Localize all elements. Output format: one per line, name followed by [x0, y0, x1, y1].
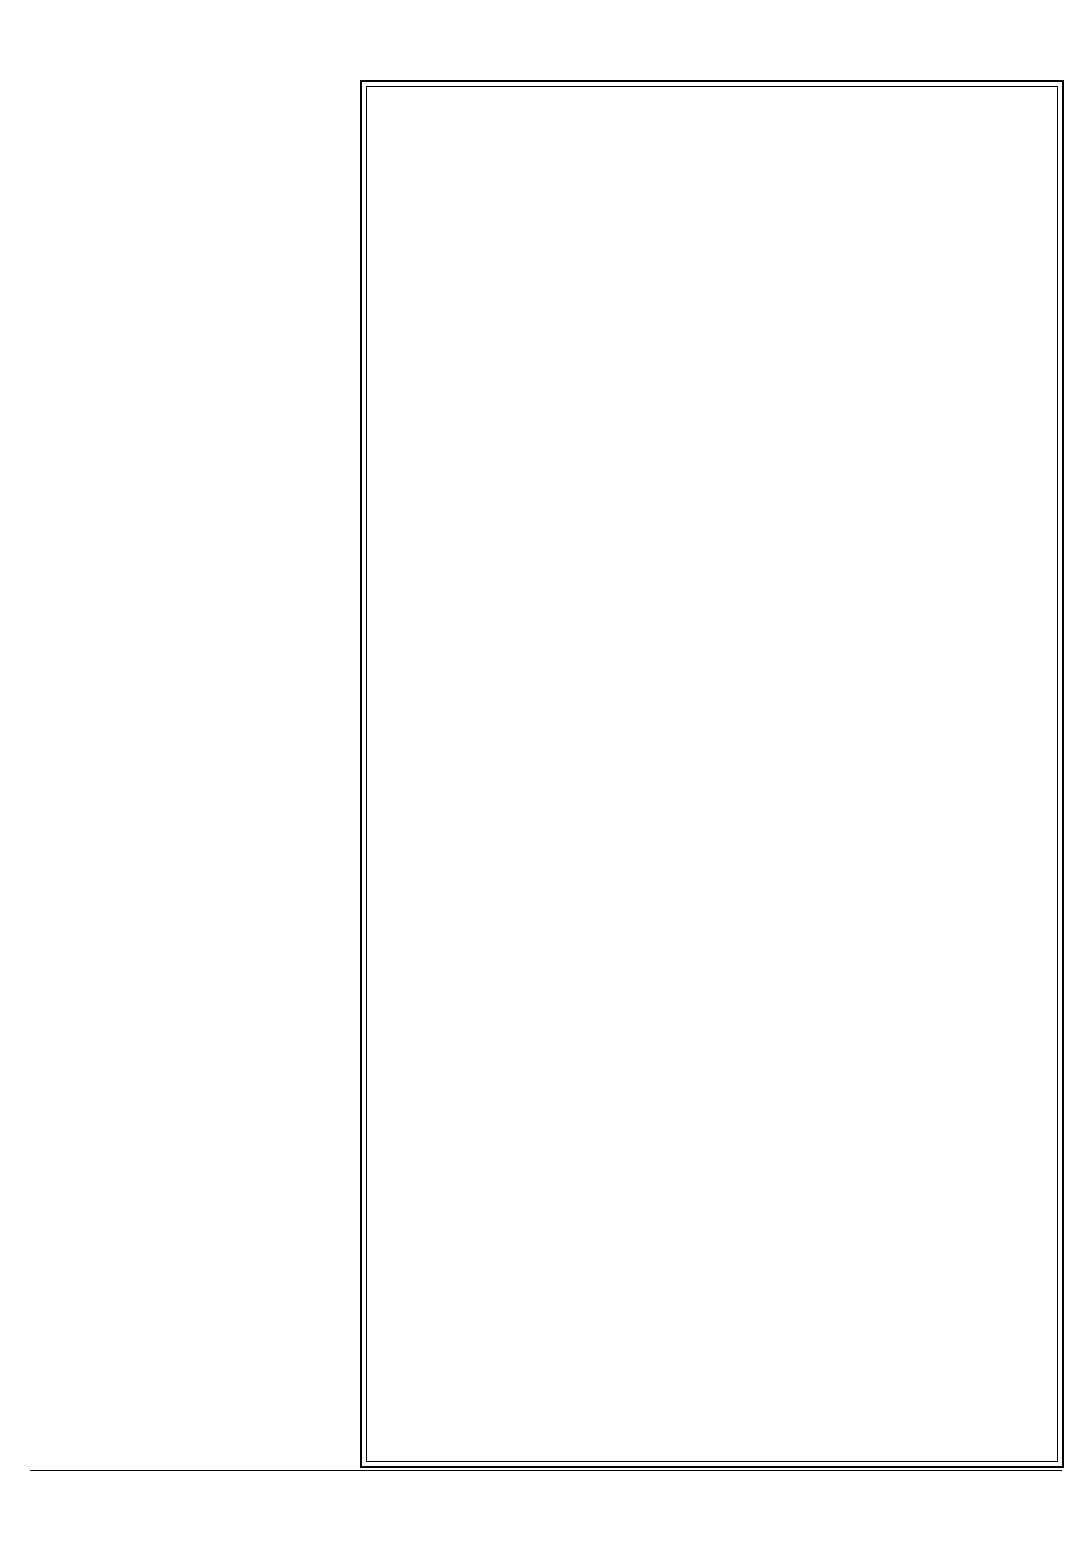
footer-chapter-title — [500, 1480, 902, 1520]
margin-column — [26, 72, 358, 1462]
footer-margin-note — [100, 1480, 440, 1520]
footer-rule — [30, 1470, 1062, 1471]
main-text-frame — [360, 80, 1064, 1468]
page-header-line — [40, 30, 1062, 66]
main-text-body — [376, 96, 1048, 1452]
